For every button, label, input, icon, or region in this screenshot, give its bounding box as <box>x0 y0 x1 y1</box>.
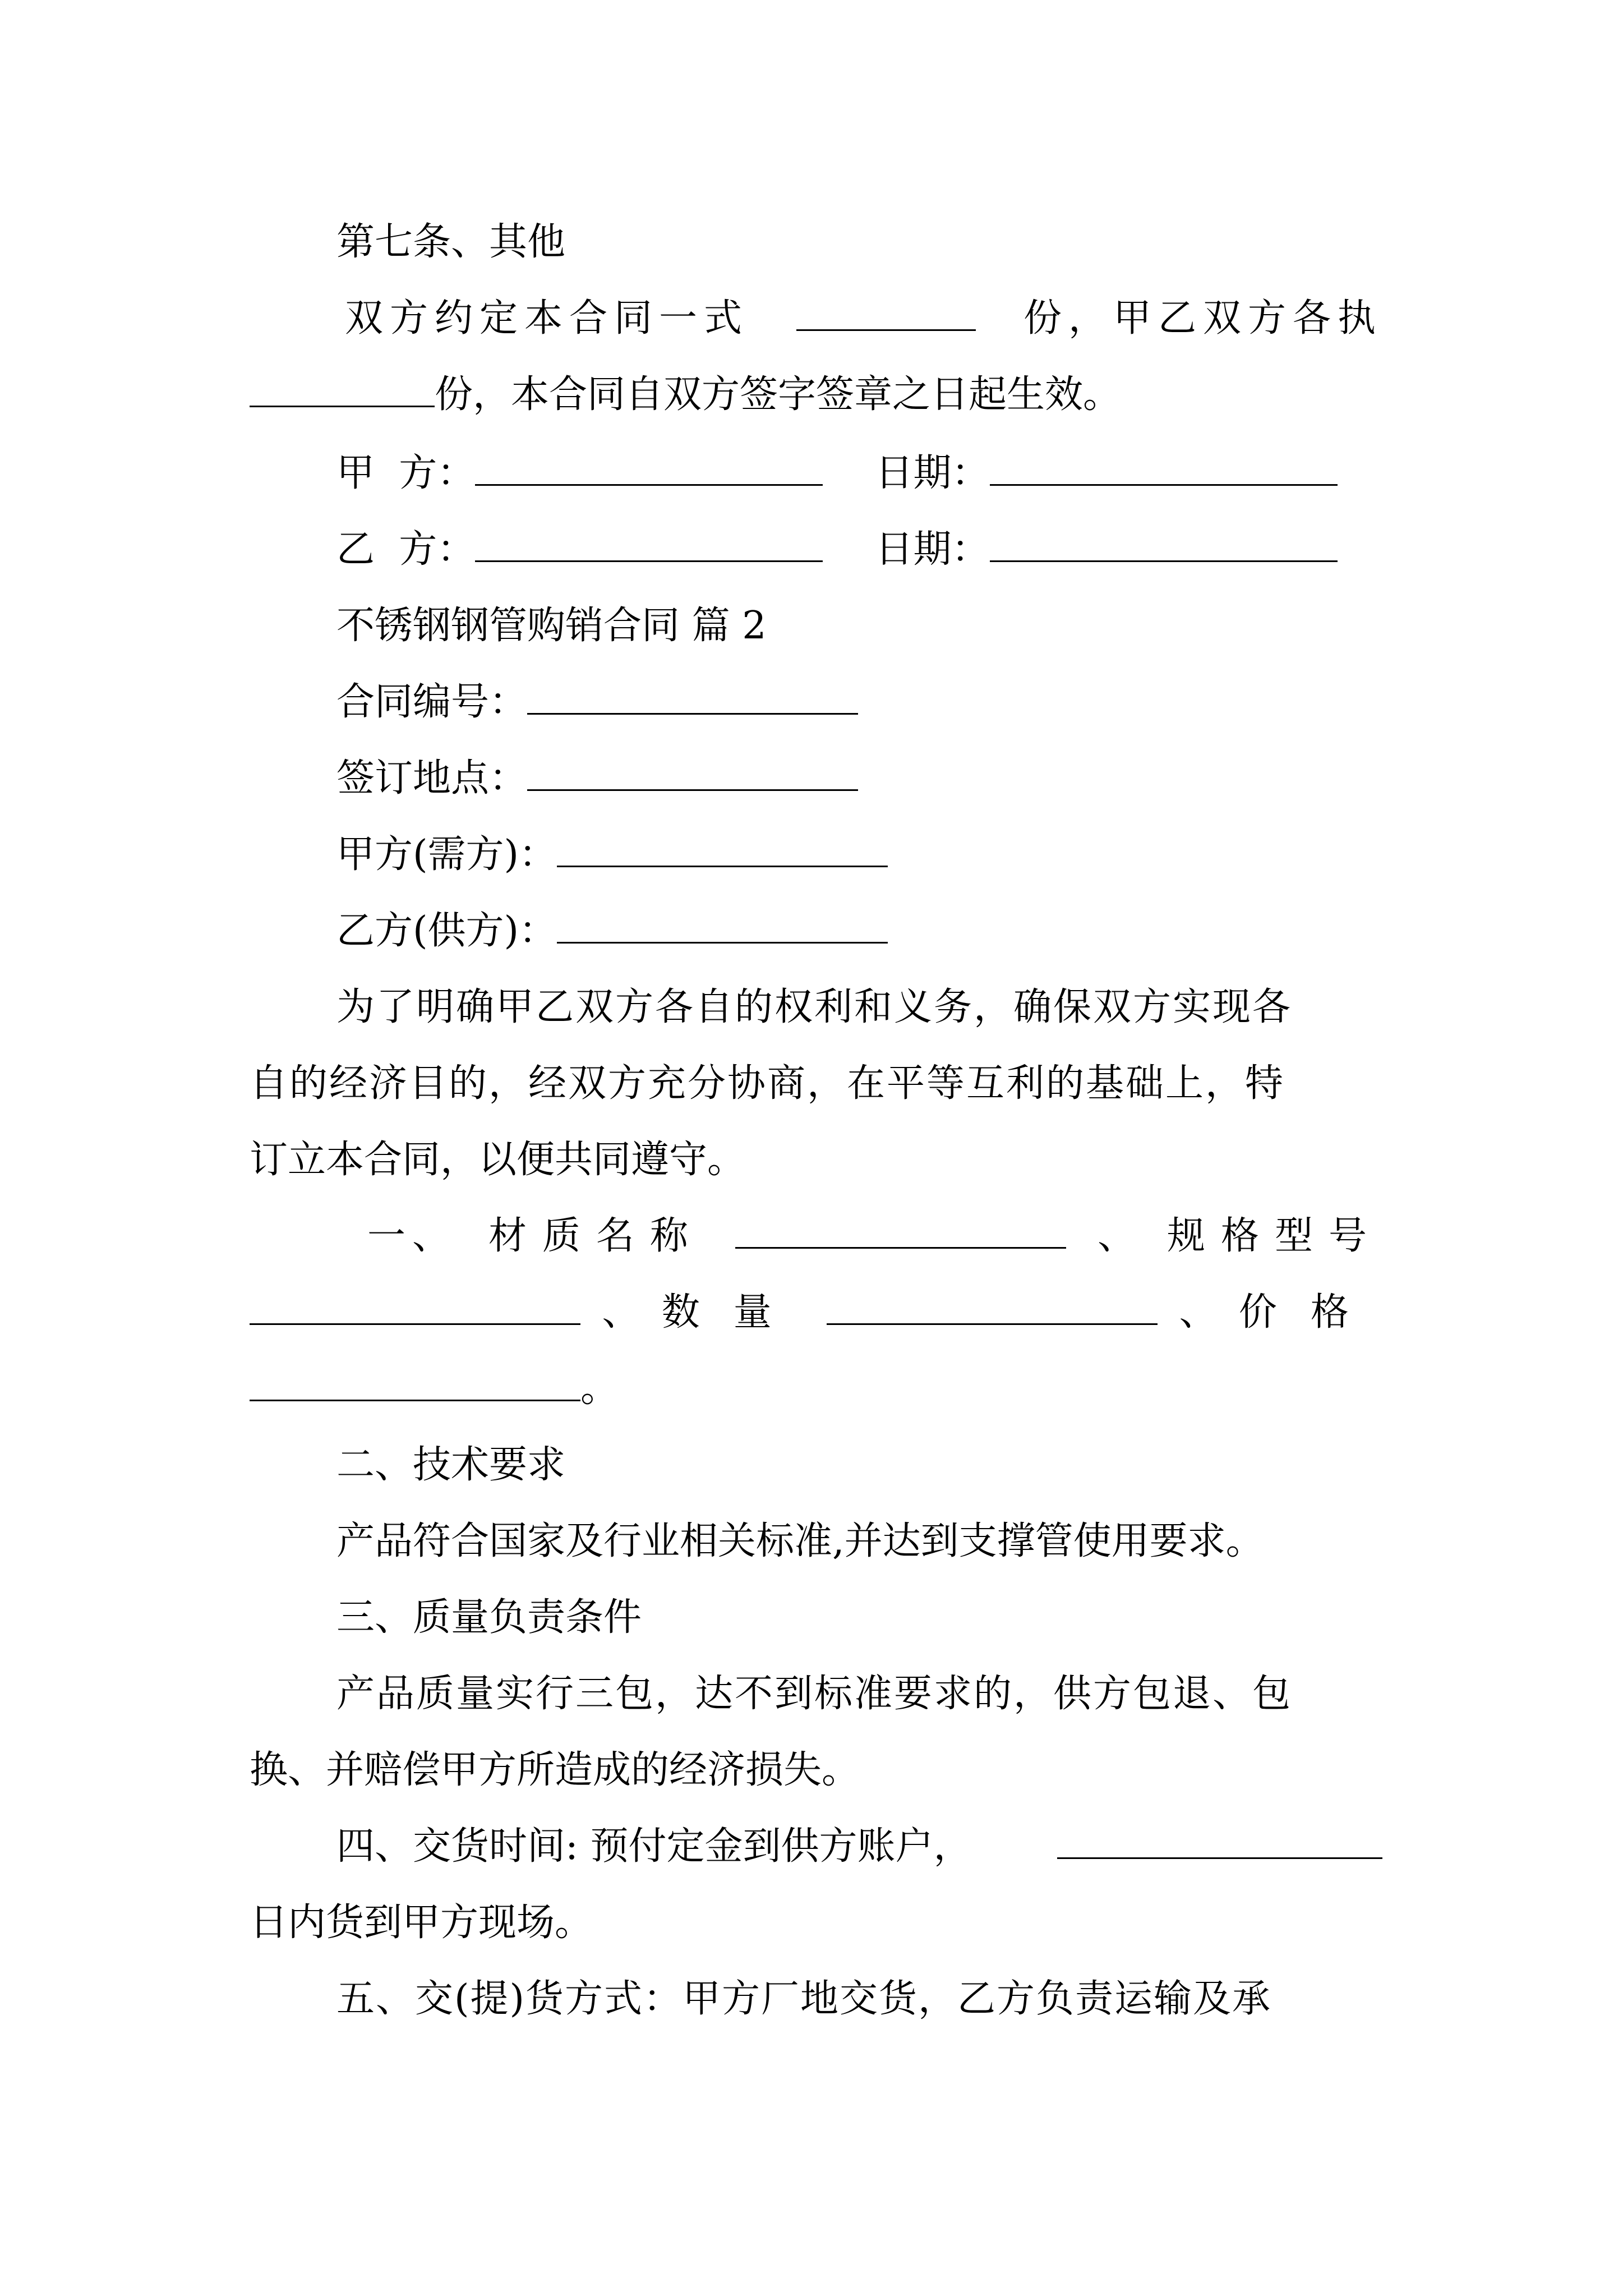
section-3-line-2: 换、并赔偿甲方所造成的经济损失。 <box>250 1748 860 1792</box>
item-1-line-3: 。 <box>250 1351 1382 1427</box>
contract-number-blank <box>527 679 858 715</box>
section-2-body: 产品符合国家及行业相关标准,并达到支撑管使用要求。 <box>336 1519 1264 1563</box>
party-b-sign-label: 乙 方： <box>336 527 476 572</box>
section-5-line-1: 五、交(提)货方式：甲方厂地交货，乙方负责运输及承 <box>336 1977 1272 2021</box>
item-1-line-1: 一、 材质名称 、 规格型号 <box>367 1214 1382 1258</box>
party-a-sign-blank <box>475 450 823 486</box>
quantity-blank <box>827 1290 1158 1325</box>
intro-line-1: 为了明确甲乙双方各自的权利和义务，确保双方实现各 <box>336 985 1293 1029</box>
material-name-blank <box>735 1213 1066 1249</box>
each-holds-text: 份，甲乙双方各执 <box>1023 296 1382 341</box>
party-b-date-label: 日期： <box>875 527 990 572</box>
copies-blank <box>796 296 976 331</box>
section-2-heading: 二、技术要求 <box>336 1443 566 1487</box>
price-blank <box>250 1366 580 1401</box>
signature-party-a-row <box>250 435 1382 512</box>
article-7-paragraph-line-2: 份，本合同自双方签字签章之日起生效。 <box>250 357 1382 433</box>
spec-model-blank <box>250 1290 580 1325</box>
contract-number-row: 合同编号： <box>250 664 1382 740</box>
party-b-supplier-blank <box>557 908 888 944</box>
article-7-paragraph-line-1 <box>250 280 1382 357</box>
signing-place-blank <box>527 756 858 791</box>
party-a-sign-label: 甲 方： <box>336 451 476 495</box>
intro-line-3: 订立本合同，以便共同遵守。 <box>250 1138 746 1182</box>
copies-text: 双方约定本合同一式 <box>345 296 749 341</box>
section-4-line-2: 日内货到甲方现场。 <box>250 1901 593 1945</box>
section-3-heading: 三、质量负责条件 <box>336 1595 642 1640</box>
signing-place-row: 签订地点： <box>250 740 1382 817</box>
item-1-line-2: 、 数量 、 价格 <box>250 1274 1382 1351</box>
article-7-heading: 第七条、其他 <box>336 220 566 264</box>
party-a-buyer-blank <box>557 832 888 867</box>
section-3-line-1: 产品质量实行三包，达不到标准要求的，供方包退、包 <box>336 1672 1293 1716</box>
delivery-days-blank <box>1057 1824 1382 1859</box>
section-4-line-1: 四、交货时间: 预付定金到供方账户， <box>250 1809 1382 1885</box>
intro-line-2: 自的经济目的，经双方充分协商，在平等互利的基础上，特 <box>250 1061 1285 1106</box>
each-copies-blank <box>250 372 435 407</box>
party-b-date-blank <box>990 527 1338 562</box>
signature-party-b-row <box>250 512 1382 588</box>
party-a-date-label: 日期： <box>875 451 990 495</box>
party-b-sign-blank <box>475 527 823 562</box>
party-b-supplier-row: 乙方(供方)： <box>250 893 1382 969</box>
part-2-title: 不锈钢钢管购销合同 篇 2 <box>336 604 767 648</box>
party-a-date-blank <box>990 450 1338 486</box>
party-a-buyer-row: 甲方(需方)： <box>250 817 1382 893</box>
